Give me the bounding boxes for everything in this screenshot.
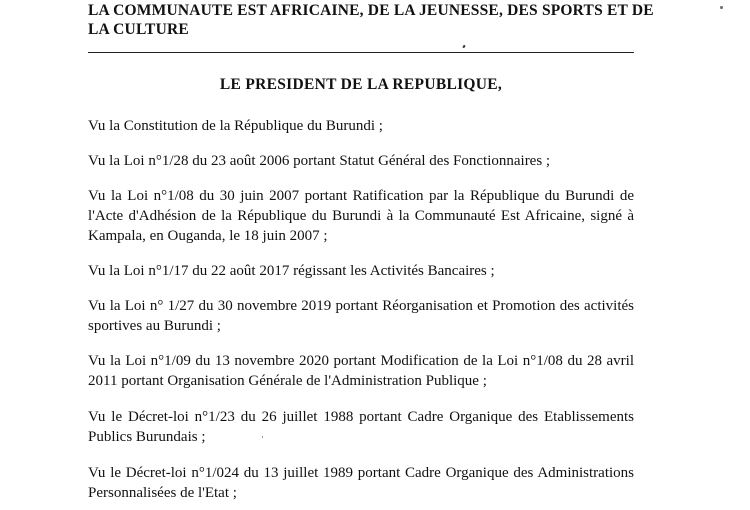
visa-paragraph-activites-sportives — [88, 296, 634, 336]
heading-underline-rule — [88, 52, 634, 53]
visa-paragraph-administration-publique — [88, 351, 634, 391]
visa-paragraph-constitution — [88, 116, 634, 136]
visa-paragraph-ratification-eac — [88, 186, 634, 246]
visa-line: Vu le Décret-loi n°1/23 du 26 juillet 1988 portant Cadre Organique des Etablissements — [88, 409, 634, 425]
visa-paragraph-activites-bancaires — [88, 261, 634, 281]
visa-line: Kampala, en Ouganda, le 18 juin 2007 ; — [88, 228, 328, 244]
visa-line: Vu le Décret-loi n°1/024 du 13 juillet 1989 portant Cadre Organique des Administrations — [88, 465, 634, 481]
visa-line: 2011 portant Organisation Générale de l'Administration Publique ; — [88, 373, 487, 389]
visa-line: sportives au Burundi ; — [88, 318, 221, 334]
visa-line: Personnalisées de l'Etat ; — [88, 485, 237, 501]
decree-heading-line-1: LA COMMUNAUTE EST AFRICAINE, DE LA JEUNESSE, DES SPORTS ET DE — [88, 2, 654, 19]
visa-line: Vu la Loi n°1/09 du 13 novembre 2020 portant Modification de la Loi n°1/08 du 28 avril — [88, 353, 634, 369]
scan-speck — [720, 6, 723, 9]
visa-line: Vu la Loi n° 1/27 du 30 novembre 2019 portant Réorganisation et Promotion des activités — [88, 298, 634, 314]
visa-line: Vu la Loi n°1/28 du 23 août 2006 portant Statut Général des Fonctionnaires ; — [88, 153, 551, 169]
visa-line: l'Acte d'Adhésion de la République du Burundi à la Communauté Est Africaine, signé à — [88, 208, 634, 224]
visa-line: Vu la Loi n°1/08 du 30 juin 2007 portant Ratification par la République du Burundi de — [88, 188, 634, 204]
scan-mark — [462, 45, 465, 49]
decree-heading-line-2: LA CULTURE — [88, 21, 189, 38]
visa-paragraph-etablissements-publics — [88, 407, 634, 447]
visa-line: Vu la Constitution de la République du Burundi ; — [88, 118, 383, 134]
visa-line: Publics Burundais ; — [88, 429, 206, 445]
visa-paragraph-statut-fonctionnaires — [88, 151, 634, 171]
visa-line: Vu la Loi n°1/17 du 22 août 2017 régissant les Activités Bancaires ; — [88, 263, 495, 279]
visa-paragraph-administrations-personnalisees — [88, 463, 634, 503]
president-title: LE PRESIDENT DE LA REPUBLIQUE, — [219, 76, 503, 93]
